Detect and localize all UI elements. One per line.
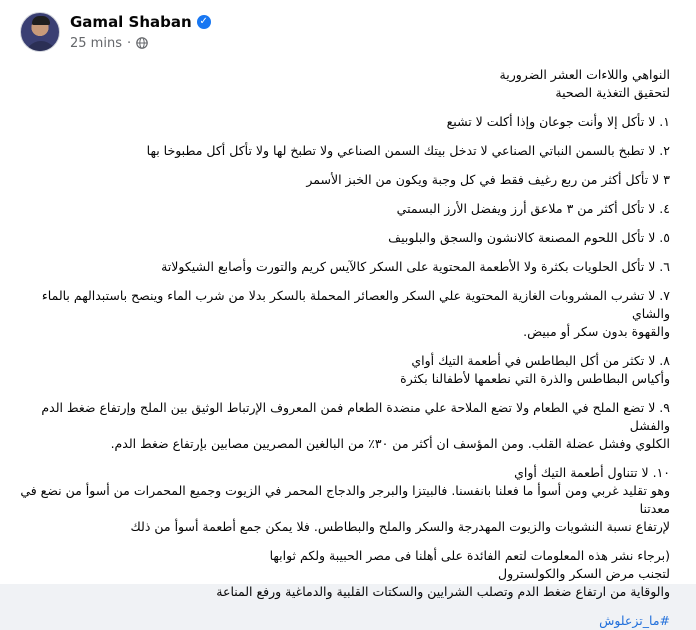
post-item-line: ٧. لا تشرب المشروبات الغازية المحتوية علي السكر والعصائر المحملة بالسكر بدلا من شرب الماء وينصح باستبدالهم بالماء والشاي xyxy=(41,288,670,321)
post-item xyxy=(12,352,670,388)
post-item-line: الكلوي وفشل عضلة القلب. ومن المؤسف ان أكثر من ٣٠٪ من البالغين المصريين مصابين بإرتفاع ضغط الدم. xyxy=(110,436,670,451)
post-item-line: وأكياس البطاطس والذرة التي نطعمها لأطفالنا بكثرة xyxy=(400,371,670,386)
post-item xyxy=(12,200,670,218)
time-row xyxy=(70,34,211,52)
post-item-line: ٨. لا تكثر من أكل البطاطس في أطعمة التيك أواي xyxy=(411,353,670,368)
author-avatar[interactable] xyxy=(20,12,60,52)
post-body xyxy=(12,66,670,630)
post-item-line: وهو تقليد غربي ومن أسوأ ما فعلنا بانفسنا. فالبيتزا والبرجر والدجاج المحمر في الزيوت وجميع المحمرات من أسوأ من نضع في معدتنا xyxy=(20,483,670,516)
post-item-line: ٦. لا تأكل الحلويات بكثرة ولا الأطعمة المحتوية على السكر كالآيس كريم والتورت وأصابع الشيكولاتة xyxy=(161,259,670,274)
post-title-line: النواهي واللاءات العشر الضرورية xyxy=(499,67,670,82)
post-item-line: ٩. لا تضع الملح في الطعام ولا تضع الملاحة علي منضدة الطعام فمن المعروف الإرتباط الوثيق بين الملح وإرتفاع ضغط الدم والفشل xyxy=(41,400,670,433)
hashtag-link[interactable]: #ما_تزعلوش xyxy=(599,613,670,628)
post-item-line: ٢. لا تطبخ بالسمن النباتي الصناعي لا تدخل بيتك السمن الصناعي ولا تطبخ لها ولا تأكل أكل مطبوخا بها xyxy=(146,143,670,158)
post-closing xyxy=(12,547,670,601)
post-item xyxy=(12,229,670,247)
post-title-line: لتحقيق التغذية الصحية xyxy=(555,85,670,100)
author-row xyxy=(70,12,211,32)
post-item-line: ٥. لا تأكل اللحوم المصنعة كالانشون والسجق والبلوبيف xyxy=(388,230,670,245)
post-item-line: ٤. لا تأكل أكثر من ٣ ملاعق أرز ويفضل الأرز البسمتي xyxy=(396,201,670,216)
post-closing-line: لتجنب مرض السكر والكولسترول xyxy=(498,566,670,581)
post-item xyxy=(12,258,670,276)
post-item-line: ١٠. لا تتناول أطعمة التيك أواي xyxy=(514,465,670,480)
post-item xyxy=(12,287,670,341)
author-name[interactable]: Gamal Shaban xyxy=(70,13,192,31)
post-meta xyxy=(70,12,211,52)
post-header xyxy=(20,12,211,52)
post-item xyxy=(12,171,670,189)
post-item-line: لإرتفاع نسبة النشويات والزيوت المهدرجة والسكر والملح والبطاطس. فلا يمكن جمع أطعمة أسوأ من ذلك xyxy=(130,519,670,534)
post-closing-line: (برجاء نشر هذه المعلومات لتعم الفائدة على أهلنا فى مصر الحبيبة ولكم ثوابها xyxy=(269,548,670,563)
post-closing-line: والوقاية من ارتفاع ضغط الدم وتصلب الشرايين والسكتات القلبية والدماغية ورفع المناعة xyxy=(216,584,670,599)
check-badge-icon: ✓ xyxy=(197,15,211,29)
post-item xyxy=(12,113,670,131)
post-item xyxy=(12,142,670,160)
post-item-line: ١. لا تأكل إلا وأنت جوعان وإذا أكلت لا تشبع xyxy=(446,114,670,129)
separator-dot: · xyxy=(126,35,132,51)
globe-icon[interactable] xyxy=(136,37,148,49)
avatar-shoulders xyxy=(25,41,57,52)
post-time[interactable]: 25 mins xyxy=(70,35,122,51)
post-item xyxy=(12,464,670,536)
post-title xyxy=(12,66,670,102)
post-item xyxy=(12,399,670,453)
post-item-line: ٣ لا تأكل أكثر من ربع رغيف فقط في كل وجبة ويكون من الخبز الأسمر xyxy=(306,172,670,187)
post-item-line: والقهوة بدون سكر أو مبيض. xyxy=(523,324,670,339)
